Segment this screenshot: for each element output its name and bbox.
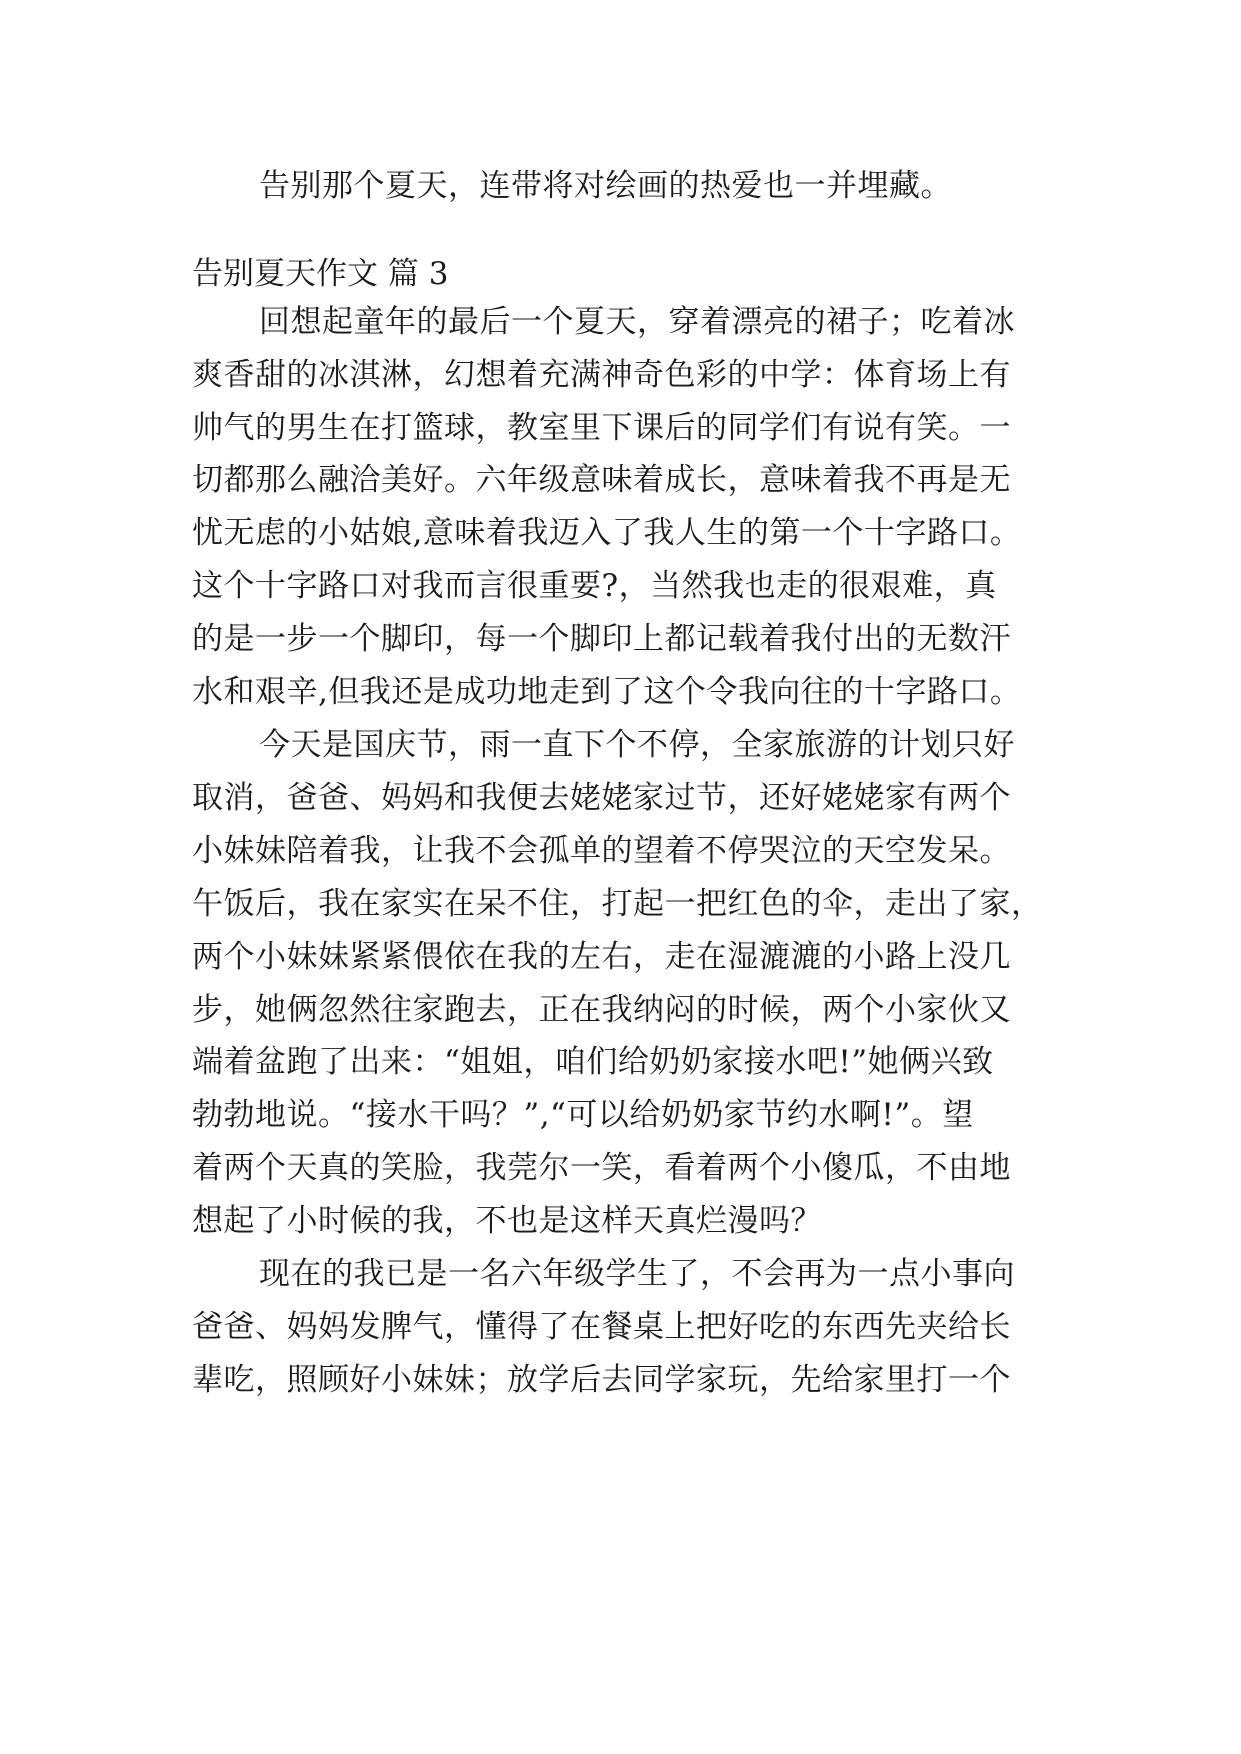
paragraph-line: 辈吃，照顾好小妹妹；放学后去同学家玩，先给家里打一个	[192, 1362, 1011, 1398]
paragraph-line: 步，她俩忽然往家跑去，正在我纳闷的时候，两个小家伙又	[192, 992, 1011, 1028]
paragraph-line: 午饭后，我在家实在呆不住，打起一把红色的伞，走出了家，	[192, 886, 1043, 922]
paragraph-line: 忧无虑的小姑娘,意味着我迈入了我人生的第一个十字路口。	[192, 515, 1022, 551]
paragraph-line: 帅气的男生在打篮球，教室里下课后的同学们有说有笑。一	[192, 410, 1011, 446]
top-line: 告别那个夏天，连带将对绘画的热爱也一并埋藏。	[259, 168, 952, 204]
paragraph-line: 现在的我已是一名六年级学生了，不会再为一点小事向	[259, 1256, 1015, 1292]
paragraph-line: 端着盆跑了出来：“姐姐，咱们给奶奶家接水吧!”她俩兴致	[192, 1044, 994, 1080]
paragraph-line: 这个十字路口对我而言很重要?，当然我也走的很艰难，真	[192, 568, 997, 604]
paragraph-line: 取消，爸爸、妈妈和我便去姥姥家过节，还好姥姥家有两个	[192, 780, 1011, 816]
paragraph-line: 着两个天真的笑脸，我莞尔一笑，看着两个小傻瓜，不由地	[192, 1150, 1011, 1186]
paragraph-line: 切都那么融洽美好。六年级意味着成长，意味着我不再是无	[192, 462, 1011, 498]
paragraph-line: 爽香甜的冰淇淋，幻想着充满神奇色彩的中学：体育场上有	[192, 357, 1011, 393]
paragraph-line: 爸爸、妈妈发脾气，懂得了在餐桌上把好吃的东西先夹给长	[192, 1309, 1011, 1345]
section-heading: 告别夏天作文 篇 3	[192, 256, 449, 292]
paragraph-line: 小妹妹陪着我，让我不会孤单的望着不停哭泣的天空发呆。	[192, 833, 1011, 869]
paragraph-line: 今天是国庆节，雨一直下个不停，全家旅游的计划只好	[259, 727, 1015, 763]
paragraph-line: 想起了小时候的我，不也是这样天真烂漫吗？	[192, 1203, 822, 1239]
paragraph-line: 两个小妹妹紧紧偎依在我的左右，走在湿漉漉的小路上没几	[192, 939, 1011, 975]
paragraph-line: 回想起童年的最后一个夏天，穿着漂亮的裙子；吃着冰	[259, 304, 1015, 340]
paragraph-line: 勃勃地说。“接水干吗？”,“可以给奶奶家节约水啊!”。望	[192, 1097, 974, 1133]
paragraph-line: 水和艰辛,但我还是成功地走到了这个令我向往的十字路口。	[192, 674, 1022, 710]
paragraph-line: 的是一步一个脚印，每一个脚印上都记载着我付出的无数汗	[192, 621, 1011, 657]
